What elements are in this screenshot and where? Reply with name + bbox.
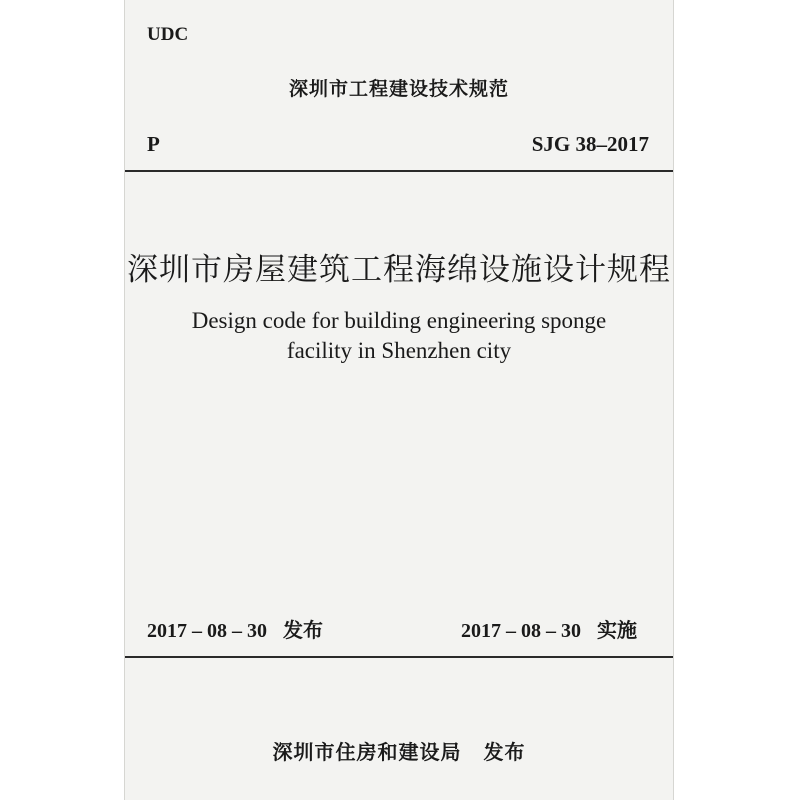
publisher-block xyxy=(125,736,673,765)
issue-label: 发布 xyxy=(283,618,323,642)
issue-date: 2017 – 08 – 30 xyxy=(147,620,267,642)
title-english-line-2: facility in Shenzhen city xyxy=(286,338,512,363)
effective-label: 实施 xyxy=(597,618,637,642)
udc-label: UDC xyxy=(147,24,189,45)
standard-code: SJG 38–2017 xyxy=(531,132,649,156)
effective-date-block xyxy=(461,614,637,643)
title-chinese: 深圳市房屋建筑工程海绵设施设计规程 xyxy=(127,252,671,287)
series-title: 深圳市工程建设技术规范 xyxy=(288,78,509,100)
top-divider xyxy=(125,170,673,172)
document-cover xyxy=(124,0,674,800)
issue-date-block xyxy=(147,614,323,643)
publisher-label: 发布 xyxy=(483,740,526,764)
category-letter: P xyxy=(147,132,160,156)
effective-date: 2017 – 08 – 30 xyxy=(461,620,581,642)
publisher-name: 深圳市住房和建设局 xyxy=(272,740,462,764)
title-english-line-1: Design code for building engineering sponge xyxy=(191,308,607,333)
bottom-divider xyxy=(125,656,673,658)
title-english xyxy=(125,306,673,366)
